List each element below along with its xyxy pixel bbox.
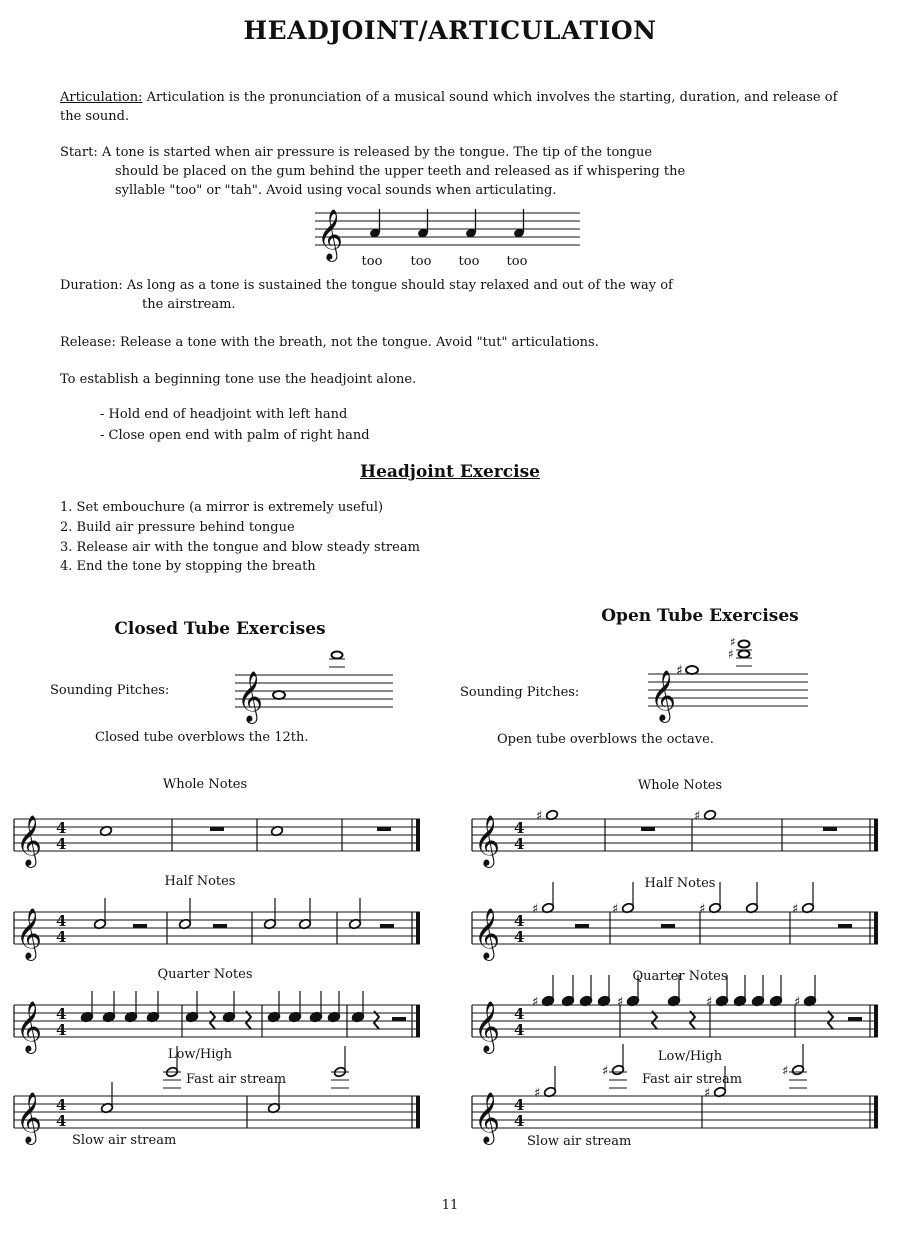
- release-paragraph: Release: Release a tone with the breath, not the tongue. Avoid "tut" articulations.: [60, 335, 599, 350]
- treble-clef: 𝄞: [16, 1092, 43, 1143]
- time-signature-bottom: 4: [56, 928, 67, 946]
- exercise-step: 1. Set embouchure (a mirror is extremely useful): [60, 500, 384, 515]
- time-signature-top: 4: [56, 912, 67, 930]
- whole-note: [686, 666, 698, 674]
- treble-clef: 𝄞: [237, 671, 264, 722]
- sharp-sign: ♯: [612, 902, 619, 917]
- sharp-sign: ♯: [792, 902, 799, 917]
- quarter-rest: [210, 1011, 215, 1029]
- time-signature-top: 4: [514, 912, 525, 930]
- half-rest: [661, 924, 675, 928]
- sharp-sign: ♯: [694, 809, 701, 824]
- sharp-sign: ♯: [676, 663, 683, 679]
- half-rest: [838, 924, 852, 928]
- sharp-sign: ♯: [536, 809, 543, 824]
- sharp-sign: ♯: [730, 635, 736, 649]
- treble-clef: 𝄞: [474, 1001, 501, 1052]
- page-number: 11: [441, 1198, 459, 1213]
- quarter-rest: [246, 1011, 251, 1029]
- treble-clef: 𝄞: [317, 209, 344, 260]
- closed-tube-heading: Closed Tube Exercises: [114, 619, 326, 639]
- quarter-rest: [374, 1011, 379, 1029]
- open-lowhigh-label: Low/High: [657, 1049, 723, 1064]
- sharp-sign: ♯: [699, 902, 706, 917]
- time-signature-top: 4: [56, 1096, 67, 1114]
- treble-clef: 𝄞: [650, 670, 677, 721]
- page-title: HEADJOINT/ARTICULATION: [243, 16, 657, 45]
- treble-clef: 𝄞: [16, 908, 43, 959]
- duration-line-1: Duration: As long as a tone is sustained the tongue should stay relaxed and out of the way of: [60, 278, 673, 293]
- establish-paragraph: To establish a beginning tone use the headjoint alone.: [60, 372, 417, 387]
- duration-line-2: the airstream.: [142, 297, 236, 312]
- open-slow-label: Slow air stream: [527, 1134, 632, 1149]
- closed-lowhigh-label: Low/High: [167, 1047, 233, 1062]
- syllable-label: too: [361, 254, 383, 269]
- open-sounding-label: Sounding Pitches:: [460, 685, 580, 700]
- whole-note: [739, 651, 750, 658]
- syllable-label: too: [410, 254, 432, 269]
- time-signature-bottom: 4: [56, 835, 67, 853]
- articulation-term: Articulation:: [60, 90, 143, 105]
- quarter-rest: [652, 1011, 657, 1029]
- sharp-sign: ♯: [617, 995, 624, 1010]
- treble-clef: 𝄞: [474, 1092, 501, 1143]
- duration-paragraph: [60, 276, 860, 314]
- start-line-1: A tone is started when air pressure is released by the tongue. The tip of the tongue: [101, 145, 653, 160]
- time-signature-top: 4: [56, 1005, 67, 1023]
- open-tube-heading: Open Tube Exercises: [601, 606, 799, 626]
- time-signature-bottom: 4: [514, 1112, 525, 1130]
- sharp-sign: ♯: [782, 1064, 789, 1079]
- quarter-rest: [690, 1011, 695, 1029]
- bullet-item: - Close open end with palm of right hand: [100, 428, 370, 443]
- time-signature-bottom: 4: [514, 1021, 525, 1039]
- treble-clef: 𝄞: [474, 815, 501, 866]
- whole-rest: [823, 827, 837, 831]
- articulation-staff: [315, 203, 585, 273]
- time-signature-top: 4: [514, 819, 525, 837]
- closed-fast-label: Fast air stream: [186, 1072, 287, 1087]
- start-label: Start:: [60, 145, 98, 160]
- open-caption: Open tube overblows the octave.: [497, 732, 714, 747]
- sharp-sign: ♯: [794, 995, 801, 1010]
- half-rest: [133, 924, 147, 928]
- treble-clef: 𝄞: [16, 815, 43, 866]
- treble-clef: 𝄞: [16, 1001, 43, 1052]
- half-rest: [848, 1017, 862, 1021]
- closed-caption: Closed tube overblows the 12th.: [95, 730, 309, 745]
- articulation-text: Articulation is the pronunciation of a musical sound which involves the starting, duration, and release of the sound.: [60, 90, 838, 124]
- start-paragraph: [60, 143, 850, 200]
- closed-whole-label: Whole Notes: [162, 777, 248, 792]
- sharp-sign: ♯: [532, 902, 539, 917]
- sharp-sign: ♯: [532, 995, 539, 1010]
- time-signature-bottom: 4: [56, 1021, 67, 1039]
- start-line-2: should be placed on the gum behind the upper teeth and released as if whispering the: [115, 164, 686, 179]
- treble-clef: 𝄞: [474, 908, 501, 959]
- sharp-sign: ♯: [704, 1086, 711, 1101]
- open-half-label: Half Notes: [644, 876, 716, 891]
- closed-sounding-staff: [235, 655, 395, 725]
- open-fast-label: Fast air stream: [642, 1072, 743, 1087]
- start-line-3: syllable "too" or "tah". Avoid using vocal sounds when articulating.: [115, 183, 557, 198]
- time-signature-bottom: 4: [514, 928, 525, 946]
- closed-whole-notes-staff: [12, 797, 432, 867]
- sharp-sign: ♯: [602, 1064, 609, 1079]
- whole-note: [739, 641, 750, 648]
- closed-lowhigh-staff: [12, 1066, 432, 1146]
- open-quarter-label: Quarter Notes: [632, 969, 728, 984]
- open-lowhigh-staff: [470, 1066, 890, 1146]
- closed-slow-label: Slow air stream: [72, 1133, 177, 1148]
- half-rest: [575, 924, 589, 928]
- whole-rest: [377, 827, 391, 831]
- exercise-step: 4. End the tone by stopping the breath: [60, 559, 316, 574]
- whole-note: [273, 691, 285, 699]
- closed-half-label: Half Notes: [164, 874, 236, 889]
- time-signature-top: 4: [514, 1096, 525, 1114]
- whole-rest: [210, 827, 224, 831]
- open-half-notes-staff: [470, 890, 890, 960]
- time-signature-top: 4: [56, 819, 67, 837]
- open-sounding-staff: [648, 635, 810, 725]
- quarter-rest: [828, 1011, 833, 1029]
- whole-rest: [641, 827, 655, 831]
- closed-quarter-label: Quarter Notes: [157, 967, 253, 982]
- open-whole-notes-staff: [470, 797, 890, 867]
- bullet-item: - Hold end of headjoint with left hand: [100, 407, 348, 422]
- sharp-sign: ♯: [534, 1086, 541, 1101]
- time-signature-bottom: 4: [56, 1112, 67, 1130]
- half-rest: [380, 924, 394, 928]
- syllable-label: too: [458, 254, 480, 269]
- sharp-sign: ♯: [728, 647, 734, 661]
- syllable-label: too: [506, 254, 528, 269]
- articulation-paragraph: [60, 88, 850, 126]
- half-rest: [213, 924, 227, 928]
- open-whole-label: Whole Notes: [637, 778, 723, 793]
- headjoint-exercise-heading: Headjoint Exercise: [360, 462, 540, 482]
- whole-note: [332, 652, 343, 659]
- closed-quarter-notes-staff: [12, 983, 432, 1053]
- half-rest: [392, 1017, 406, 1021]
- time-signature-top: 4: [514, 1005, 525, 1023]
- exercise-step: 2. Build air pressure behind tongue: [60, 520, 295, 535]
- closed-half-notes-staff: [12, 890, 432, 960]
- closed-sounding-label: Sounding Pitches:: [50, 683, 170, 698]
- exercise-step: 3. Release air with the tongue and blow steady stream: [60, 540, 420, 555]
- open-quarter-notes-staff: [470, 983, 890, 1053]
- time-signature-bottom: 4: [514, 835, 525, 853]
- sharp-sign: ♯: [706, 995, 713, 1010]
